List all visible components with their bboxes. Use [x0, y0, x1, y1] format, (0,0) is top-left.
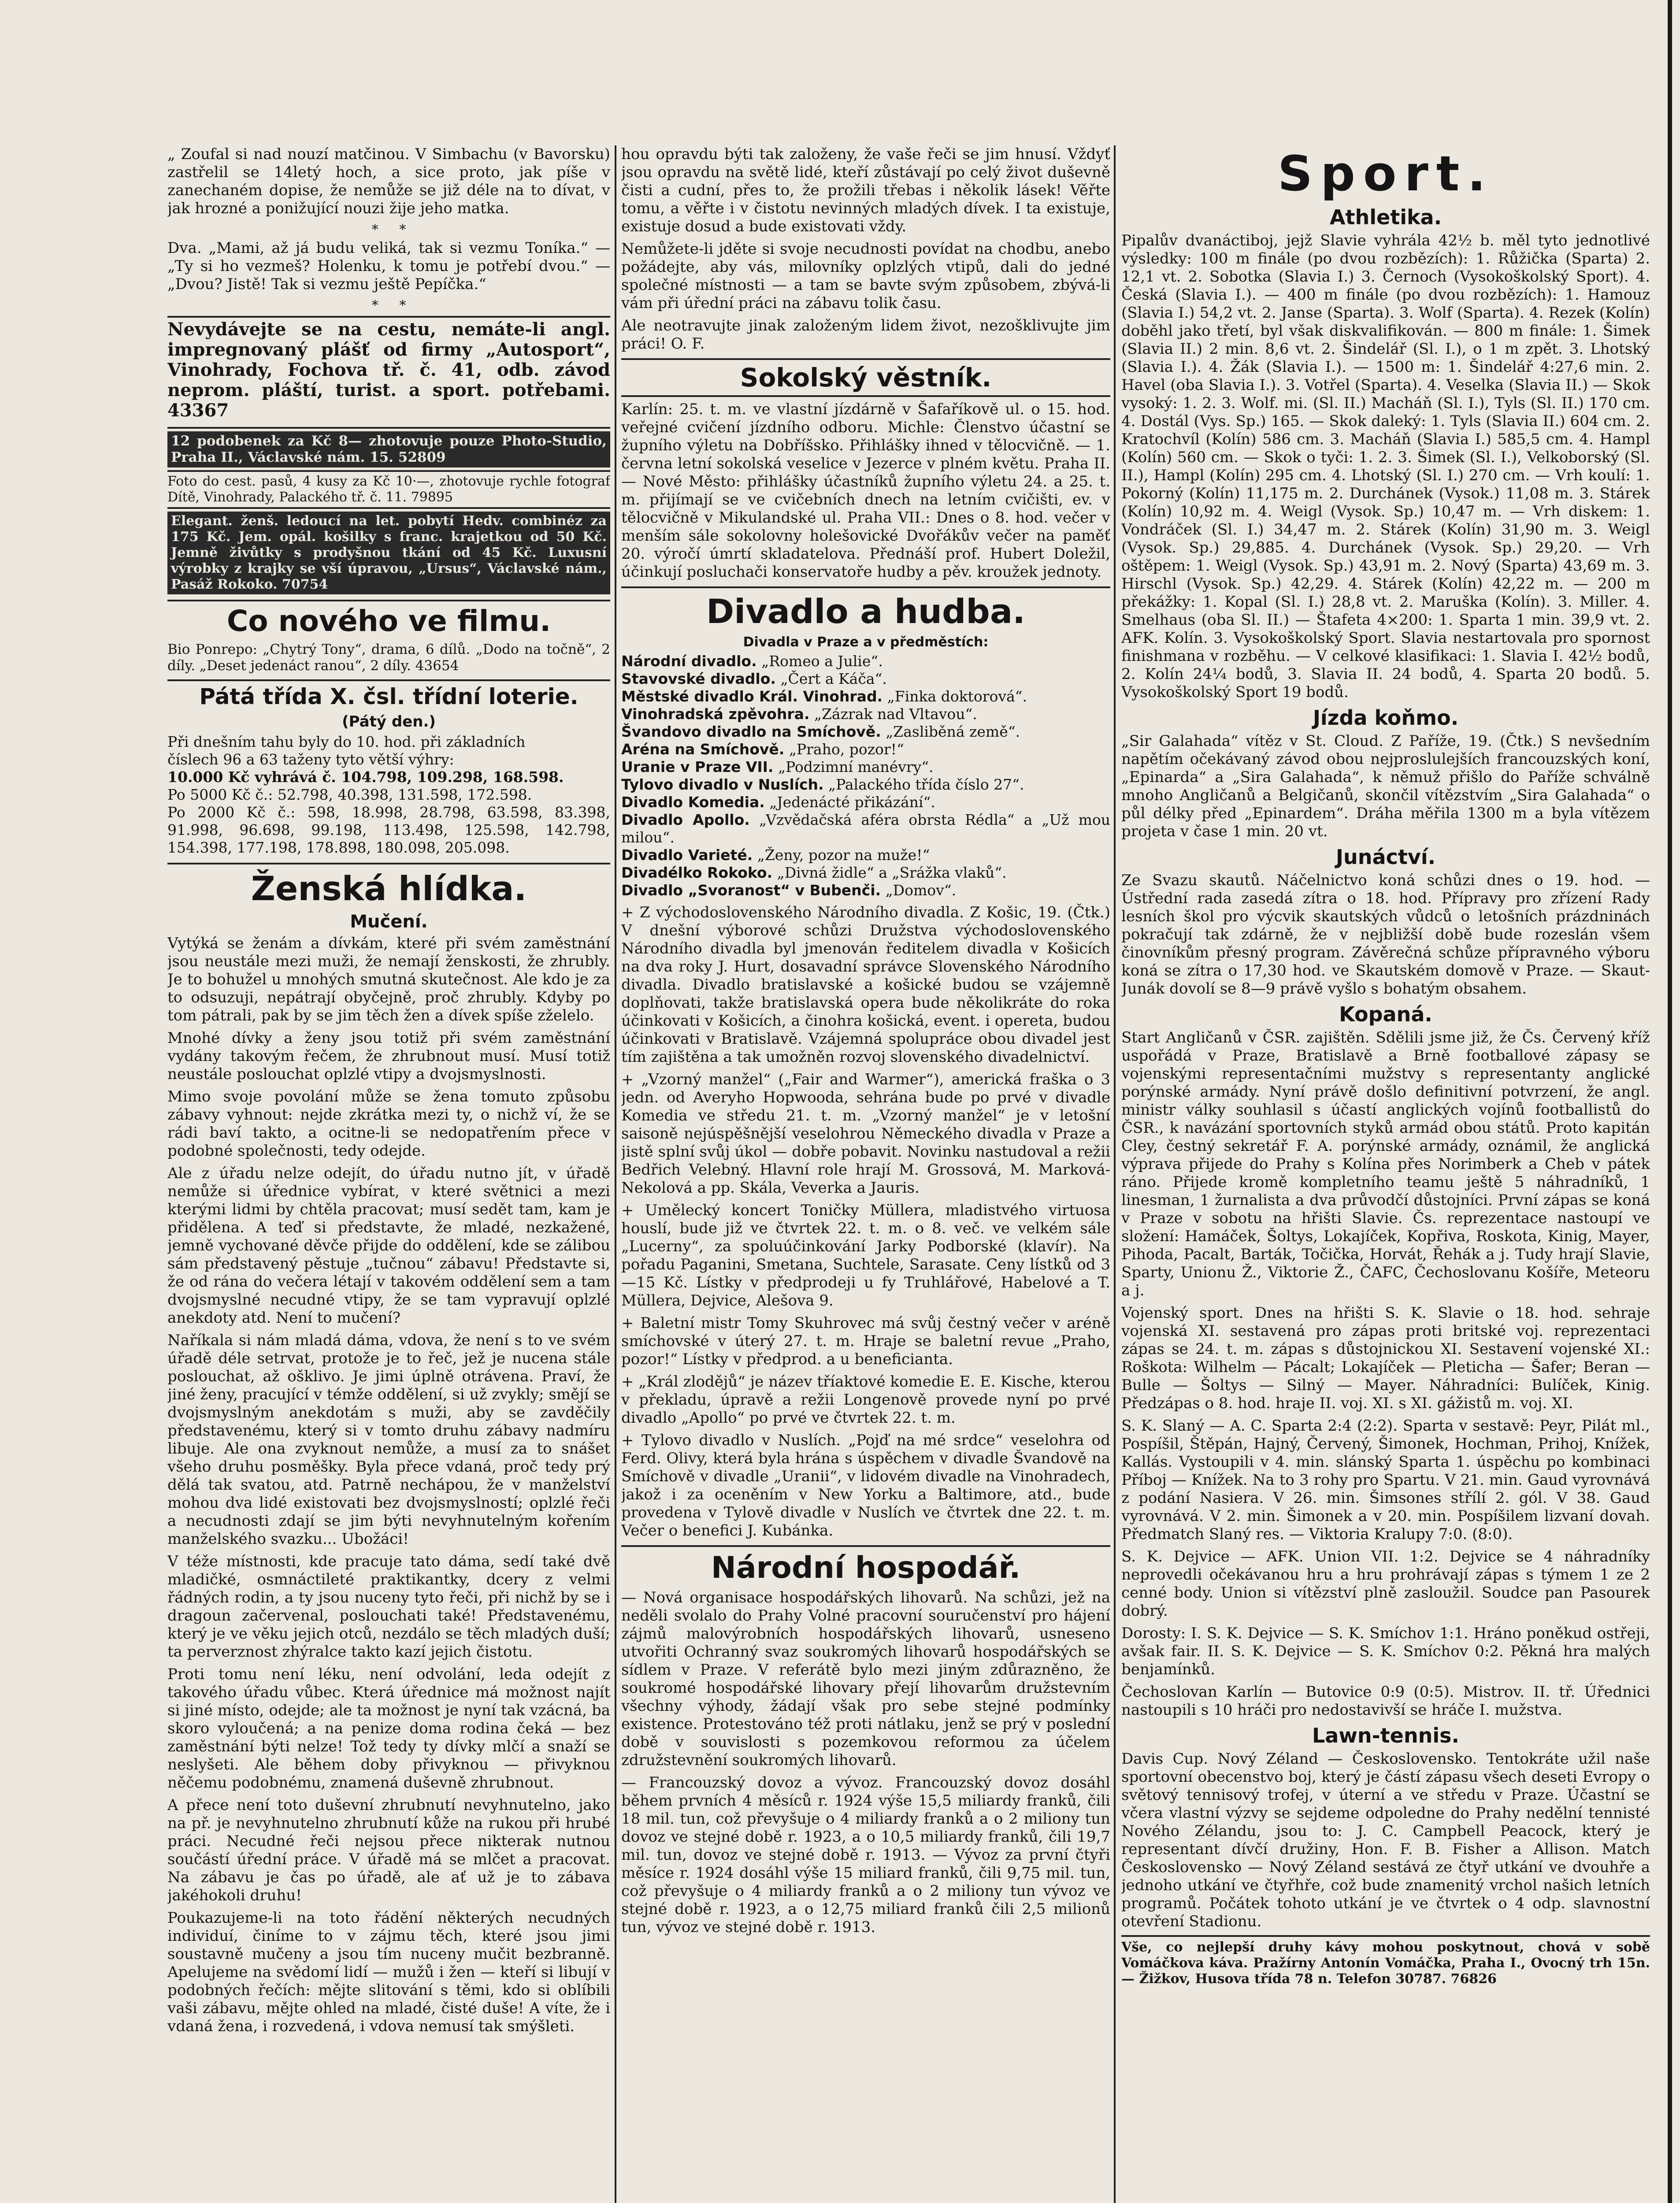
theatre-entry: Divadlo Varieté. „Ženy, pozor na muže!“	[621, 846, 930, 864]
article-paragraph: Vojenský sport. Dnes na hřišti S. K. Slavie o 18. hod. sehraje vojenská XI. sestavená pro zápas proti britské voj. reprezentaci zápas se 24. t. m. zápas s důstojnickou XI. Sestavení vojenské XI.: Roškota: Wilhelm — Pácalt; Lokajíček — Pleticha — Šafer; Beran — Bulle — Šoltys — Silný — Mayer. Náhradníci: Bulíček, Kinig. Předzápas o 8. hod. hraje II. voj. XI. s XI. gážistů m. voj. XI.	[1121, 1304, 1650, 1412]
column-rule	[1114, 145, 1116, 2203]
theatre-entry: Divadlo „Svoranost“ v Bubenči. „Domov“.	[621, 882, 957, 899]
scout-heading: Junáctví.	[1335, 845, 1436, 869]
lottery-line: Při dnešním tahu byly do 10. hod. při základních	[167, 733, 526, 750]
film-listing: Bio Ponrepo: „Chytrý Tony“, drama, 6 dílů. „Dodo na točně“, 2 díly. „Deset jedenáct ranou“, 2 díly. 43654	[167, 642, 610, 674]
theatre-heading: Divadlo a hudba.	[621, 586, 1110, 631]
article-paragraph: — Nová organisace hospodářských lihovarů. Na schůzi, jež na neděli svolalo do Prahy Volné pracovní souručenství pro hájení zájmů malovýrobních hospodářských lihovarů, usneseno utvořiti Ochranný svaz soukromých lihovarů hospodářských se sídlem v Praze. V referátě bylo mezi jiným zdůrazněno, že soukromé hospodářské lihovary přejí lihovarům družstevním všechny výhody, žádají však pro sebe stejné podmínky existence. Protestováno též proti nátlaku, jenž se prý v poslední době v souvislosti s pozemkovou reformou za účelem združstevnění soukromých lihovarů.	[621, 1589, 1110, 1769]
article-paragraph: + Tylovo divadlo v Nuslích. „Pojď na mé srdce“ veselohra od Ferd. Olivy, která byla hrána s úspěchem v divadle Švandově na Smíchově v divadle „Uranii“, v lidovém divadle na Vinohradech, jakož i za oceněním v New Yorku a Baltimore, atd., bude provedena v Tylově divadle v Nuslích ve čtvrtek dne 22. t. m. Večer o benefici J. Kubánka.	[621, 1432, 1110, 1539]
article-paragraph: + „Vzorný manžel“ („Fair and Warmer“), americká fraška o 3 jedn. od Averyho Hopwooda, sehrána bude po prvé v divadle Komedia ve středu 21. t. m. „Vzorný manžel“ je v letošní saisoně nejúspěšnější veselohrou Německého divadla v Praze a jistě splní svůj úkol — dobře pobavit. Novinku nastudoval a režii Bedřich Velebný. Hlavní role hrají M. Grossová, M. Marková-Nekolová a pp. Skála, Veverka a Jauris.	[621, 1071, 1110, 1197]
article-paragraph: Nemůžete-li jděte si svoje necudnosti povídat na chodbu, anebo požádejte, aby vás, milovníky oplzlých vtipů, dali do jedné společné místnosti — a tam se bavte svým způsobem, zbývá-li vám při úřední práci na zábavu tolik času.	[621, 240, 1110, 312]
lottery-line: Po 5000 Kč č.: 52.798, 40.398, 131.598, 172.598.	[167, 786, 532, 803]
lottery-heading: Pátá třída X. čsl. třídní loterie.	[167, 679, 610, 709]
joke-item: Dva. „Mami, až já budu veliká, tak si vezmu Toníka.“ — „Ty si ho vezmeš? Holenku, k tomu je potřebí dvou.“ — „Dvou? Jistě! Tak si vezmu ještě Pepíčka.“	[167, 239, 610, 293]
article-paragraph: — Francouzský dovoz a vývoz. Francouzský dovoz dosáhl během prvních 4 měsíců r. 1924 výše 15,5 miliardy franků, čili 18 mil. tun, což převyšuje o 4 miliardy franků a o 2 miliony tun dovoz ve stejné době r. 1923, a o 10,5 miliardy franků, čili 19,7 mil. tun, dovoz ve stejné době r. 1913. — Vývoz za první čtyři měsíce r. 1924 dosáhl výše 15 miliard franků, čili 9,75 mil. tun, což převyšuje o 4 miliardy franků a o 2 miliony tun vývoz ve stejné době r. 1923, a o 12,75 miliard franků čili 2,5 milionů tun, vývoz ve stejné době r. 1913.	[621, 1774, 1110, 1936]
scout-news: Ze Svazu skautů. Náčelnictvo koná schůzi dnes o 19. hod. — Ústřední rada zasedá zítra o 18. hod. Přípravy pro zřízení Rady lesních škol pro výcvik skautských vůdců o letošních prázdninách pokračují tak zdárně, že v nejbližší době bude rozeslán všem činovníkům přesný program. Závěrečná schůze přípravného výboru koná se zítra o 17,30 hod. ve Skautském domově v Praze. — Skaut-Junák dovolí se 8—9 právě vyšlo s bohatým obsahem.	[1121, 872, 1650, 998]
column-right	[1121, 145, 1650, 2203]
ad-autosport: Nevydávejte se na cestu, nemáte-li angl. impregnovaný plášť od firmy „Autosport“, Vinohrady, Fochova tř. č. 41, odb. závod neprom. pláští, turist. a sport. potřebami. 43367	[167, 316, 610, 429]
news-item: „ Zoufal si nad nouzí matčinou. V Simbachu (v Bavorsku) zastřelil se 14letý hoch, a sice proto, jak píše v zanechaném dopise, že nemůže se již déle na to dívat, v jak hrozné a ponižující nouzi žije jeho matka.	[167, 145, 610, 217]
article-paragraph: V téže místnosti, kde pracuje tato dáma, sedí také dvě mladičké, osmnáctileté praktikantky, dcery z velmi řádných rodin, a ty jsou nuceny tyto řeči, při nichž by se i dragoun začervenal, poslouchati také! Představenému, který je ve věku jejich otců, nezdálo se těch mladých duší; ta perverznost zhýralce takto kazí jejich čistotu.	[167, 1553, 610, 1661]
athletics-results: Pipalův dvanáctiboj, jejž Slavie vyhrála 42½ b. měl tyto jednotlivé výsledky: 100 m finále (po dvou rozbězích): 1. Růžička (Sparta) 2. 12,1 vt. 2. Sobotka (Slavia I.) 3. Černoch (Vysokoškolský Sport). 4. Česká (Slavia I.). — 400 m finále (po dvou rozbězích): 1. Hamouz (Slavia I.) 54,2 vt. 2. Janse (Sparta). 3. Wolf (Sparta). 4. Rezek (Kolín) doběhl jako třetí, byl však diskvalifikován. — 800 m finále: 1. Šimek (Slavia II.) 2 min. 8,6 vt. 2. Šindelář (Sl. I.), o 1 m zpět. 3. Lhotský (Slavia I.). 4. Žák (Slavia I.). — 1500 m: 1. Šindelář 4:27,6 min. 2. Havel (oba Slavia I.). 3. Votřel (Sparta). 4. Veselka (Slavia II.) — Skok vysoký: 1. 2. 3. Wolf. mi. (Sl. II.) Macháň (Sl. I.), Tyls (Sl. II.) 170 cm. 4. Dostál (Vys. Sp.) 165. — Skok daleký: 1. Tyls (Slavia II.) 604 cm. 2. Kratochvíl (Kolín) 586 cm. 3. Macháň (Slavia I.) 585,5 cm. 4. Hampl (Kolín) 560 cm. — Skok o tyči: 1. 2. 3. Šimek (Sl. I.), Velkoborský (Sl. II.), Hampl (Kolín) 295 cm. 4. Lhotský (Sl. I.) 270 cm. — Vrh koulí: 1. Pokorný (Kolín) 11,175 m. 2. Durchánek (Vysok.) 11,08 m. 3. Stárek (Kolín) 10,92 m. 4. Weigl (Vysok. Sp.) 10,47 m. — Vrh diskem: 1. Vondráček (Sl. I.) 34,47 m. 2. Stárek (Kolín) 31,90 m. 3. Weigl (Vysok. Sp.) 29,885. 4. Durchánek (Vysok. Sp.) 29,20. — Vrh oštěpem: 1. Weigl (Vysok. Sp.) 43,91 m. 2. Nový (Sparta) 43,69 m. 3. Hirschl (Vysok. Sp.) 42,29. 4. Stárek (Kolín) 42,22 m. — 200 m překážky: 1. Kopal (Sl. I.) 28,8 vt. 2. Maruška (Kolín). 3. Miller. 4. Smelhaus (oba Sl. II.) — Štafeta 4×200: 1. Sparta 1 min. 39,9 vt. 2. AFK. Kolín. 3. Vysokoškolský Sport. Slavia nestartovala pro spornost finishmana v rozběhu. — V celkové klasifikaci: 1. Slavia I. 42½ bodů, 2. Kolín 24¼ bodů, 3. Slavia II. 24 bodů, 4. Sparta 20 bodů. 5. Vysokoškolský Sport 19 bodů.	[1121, 232, 1650, 701]
article-paragraph: + „Král zlodějů“ je název tříaktové komedie E. E. Kische, kterou v překladu, úpravě a režii Longenově provede nyní po prvé divadlo „Apollo“ po prvé ve čtvrtek 22. t. m.	[621, 1373, 1110, 1427]
article-paragraph: Ale z úřadu nelze odejít, do úřadu nutno jít, v úřadě nemůže si úřednice vybírat, v které světnici a mezi kterými lidmi by chtěla pracovat; musí sedět tam, kam je přidělena. A teď si představte, že mladé, nezkažené, jemně vychované děvče přijde do oddělení, kde se zálibou sám představený pěstuje „tučnou“ zábavu! Představte si, že od rána do večera létají v takovém oddělení sem a tam dvojsmyslné necudné vtipy, že se tam vypravují oplzlé anekdoty atd. Není to mučení?	[167, 1165, 610, 1327]
article-paragraph: S. K. Dejvice — AFK. Union VII. 1:2. Dejvice se 4 náhradníky neprovedli očekávanou hru a hru prohrávají zápas s týmem 1 ze 2 cenné body. Union si vítězství plně zasloužil. Soudce pan Pasourek dobrý.	[1121, 1548, 1650, 1620]
theatre-entry: Aréna na Smíchově. „Praho, pozor!“	[621, 741, 904, 758]
football-heading: Kopaná.	[1339, 1002, 1432, 1026]
page-edge-bar	[1668, 0, 1672, 2203]
lottery-line: Po 2000 Kč č.: 598, 18.998, 28.798, 63.598, 83.398, 91.998, 96.698, 99.198, 113.498, 125.598, 142.798, 154.398, 177.198, 178.898, 180.098, 205.098.	[167, 804, 610, 856]
article-paragraph: Vytýká se ženám a dívkám, které při svém zaměstnání jsou neustále mezi muži, že nemají ženskosti, že zhrubly. Je to bohužel u mnohých smutná skutečnost. Ale kdo je za to odsuzuji, nepátrají obyčejně, proč zhrubly. Kdyby po tom pátrali, pak by se jim těch žen a dívek spíše zželelo.	[167, 935, 610, 1024]
article-paragraph: Ale neotravujte jinak založeným lidem život, nezošklivujte jim práci! O. F.	[621, 317, 1110, 352]
column-rule	[615, 145, 616, 2203]
athletics-heading: Athletika.	[1329, 205, 1442, 229]
theatre-entry: Tylovo divadlo v Nuslích. „Palackého třída číslo 27“.	[621, 776, 1024, 793]
horse-news: „Sir Galahada“ vítěz v St. Cloud. Z Paříže, 19. (Čtk.) S nevšedním napětím očekávaný závod obou nejproslulejších francouzských koní, „Epinarda“ a „Sira Galahada“, k němuž přišlo do Paříže schválně mnoho Angličanů a Belgičanů, skončil vítězstvím „Sira Galahada“ o půl délky před „Epinardem“. Dráha měřila 1300 m a byla vítězem projeta v čase 1 min. 20 vt.	[1121, 732, 1650, 840]
article-paragraph: Mimo svoje povolání může se žena tomuto způsobu zábavy vyhnout: nejde zkrátka mezi ty, o nichž ví, že se rádi baví takto, a ocitne-li se nedopatřením přece v podobné společnosti, tedy odejde.	[167, 1088, 610, 1160]
sokol-news: Karlín: 25. t. m. ve vlastní jízdárně v Šafaříkově ul. o 15. hod. veřejné cvičení jízdního odboru. Michle: Členstvo účastní se župního výletu na Dobříšsko. Přihlášky ihned v tělocvičně. — 1. června letní sokolská veselice v Jezerce v plném květu. Praha II. — Nové Město: přihlášky účastníků župního výletu 24. a 25. t. m. přijímají se ve cvičebních dnech na letním cvičišti, ev. v tělocvičně v Mikulandské ul. Praha VII.: Dnes o 8. hod. večer v menším sále sokolovny holešovické Dvořákův večer na paměť 20. výročí úmrtí skladatelova. Přednáší prof. Hubert Doležil, účinkují posluchači konservatoře hudby a pěv. kroužek jednoty.	[621, 401, 1110, 581]
article-paragraph: Mnohé dívky a ženy jsou totiž při svém zaměstnání vydány takovým řečem, že zhrubnout musí. Musí totiž neustále poslouchat oplzlé vtipy a dvojsmyslnosti.	[167, 1029, 610, 1083]
article-paragraph: + Baletní mistr Tomy Skuhrovec má svůj čestný večer v aréně smíchovské v úterý 27. t. m. Hraje se baletní revue „Praho, pozor!“ Lístky v předprod. a u beneficianta.	[621, 1314, 1110, 1368]
ad-photo-studio: 12 podobenek za Kč 8— zhotovuje pouze Photo-Studio, Praha II., Václavské nám. 15. 52809	[167, 431, 610, 467]
theatre-entry: Městské divadlo Král. Vinohrad. „Finka doktorová“.	[621, 688, 1027, 705]
film-heading: Co nového ve filmu.	[167, 600, 610, 638]
article-paragraph: Naříkala si nám mladá dáma, vdova, že není s to ve svém úřadě déle setrvat, protože je to řeč, jež je nucena stále poslouchat, až ošklivo. Je jimi úplně otrávena. Praví, že jiné ženy, pracující v témže oddělení, si už zvykly; smějí se dvojsmyslným anekdotám s muži, aby se zavděčily představenému, který si v tomto druhu zábavy nadmíru libuje. Ale ona zvyknout nemůže, a musí za to snášet všeho druhu posměšky. Byla přece vdaná, proč tedy prý dělá tak svatou, atd. Patrně nechápou, že v manželství mohou dva lidé existovati bez dvojsmyslností; oplzlé řeči a necudnosti zdají se jim býti nevyhnutelným kořením manželského svazku... Ubožáci!	[167, 1331, 610, 1548]
lottery-subheading: (Pátý den.)	[342, 713, 436, 731]
column-middle	[621, 145, 1110, 2203]
separator-dots: * *	[371, 298, 406, 313]
article-paragraph: Start Angličanů v ČSR. zajištěn. Sdělili jsme již, že Čs. Červený kříž uspořádá v Praze, Bratislavě a Brně footballové zápasy se vojenskými representačními mužstvy s representanty anglické porýnské armády. Nyní právě došlo definitivní potvrzení, že angl. ministr války souhlasil s účastí anglických vojínů footballistů do ČSR., k navázání sportovních styků armád obou států. Proto kapitán Cley, čestný sekretář F. A. porýnské armády, oznámil, že anglická výprava přijede do Prahy s Kolína přes Norimberk a Cheb v pátek ráno. Přijede kromě kompletního teamu ještě 5 náhradníků, 1 linesman, 1 žurnalista a dva průvodčí důstojníci. První zápas se koná v Praze v sobotu na hřišti Slavie. Čs. reprezentace nastoupí ve složení: Hamáček, Šoltys, Lokajíček, Kopřiva, Roskota, Kinig, Mayer, Pihoda, Pacalt, Barták, Točička, Horvát, Řehák a j. Tudy hrají Slavie, Sparty, Unionu Ž., Viktorie Ž., ČAFC, Čechoslovanu Košíře, Meteoru a j.	[1121, 1029, 1650, 1299]
lottery-line: 10.000 Kč vyhrává č. 104.798, 109.298, 168.598.	[167, 768, 564, 786]
article-paragraph: hou opravdu býti tak založeny, že vaše řeči se jim hnusí. Vždyť jsou opravdu na světě lidé, kteří zůstávají po celý život duševně čisti a cudní, přes to, že prožili třebas i několik lásek! Věřte tomu, a věřte i v čistotu nevinných mladých dívek. I ta existuje, existuje dosud a bude existovati vždy.	[621, 145, 1110, 235]
theatre-entry: Divadlo Komedia. „Jedenácté přikázání“.	[621, 794, 935, 811]
ad-lingerie: Elegant. ženš. ledoucí na let. pobytí Hedv. combinéz za 175 Kč. Jem. opál. košilky s franc. krajetkou od 50 Kč. Jemně živůtky s prodyšnou tkání od 45 Kč. Luxusní výrobky z krajky se vší úpravou, „Ursus“, Václavské nám., Pasáž Rokoko. 70754	[167, 512, 610, 594]
economy-heading: Národní hospodář.	[621, 1545, 1110, 1585]
theatre-entry: Divadélko Rokoko. „Divná židle“ a „Srážka vlaků“.	[621, 864, 1007, 881]
sokol-heading: Sokolský věstník.	[621, 358, 1110, 397]
lottery-line: číslech 96 a 63 taženy tyto větší výhry:	[167, 751, 454, 768]
sport-heading: Sport.	[1277, 145, 1494, 202]
theatre-entry: Divadlo Apollo. „Vzvědačská aféra obrsta Rédla“ a „Už mou milou“.	[621, 811, 1110, 846]
article-paragraph: Poukazujeme-li na toto řádění některých necudných individuí, činíme to v zájmu těch, které jsou jimi soustavně mučeny a jsou tím nuceny mučit bezbranně. Apelujeme na svědomí lidí — mužů i žen — kteří si libují v podobných řečích: mějte slitování s těmi, kdo si oblíbili vaši zábavu, mějte ohled na mladé, čisté duše! A víte, že i vdaná žena, i rozvedená, i vdova nemusí tak smýšleti.	[167, 1909, 610, 2035]
separator-dots: * *	[371, 222, 406, 237]
article-paragraph: Dorosty: I. S. K. Dejvice — S. K. Smíchov 1:1. Hráno poněkud ostřeji, avšak fair. II. S. K. Dejvice — S. K. Smíchov 0:2. Pěkná hra malých benjamínků.	[1121, 1624, 1650, 1678]
tennis-news: Davis Cup. Nový Zéland — Československo. Tentokráte užil naše sportovní obecenstvo boj, který je částí zápasu všech deseti Evropy o světový tennisový trofej, v úterní a ve středu v Praze. Účastní se včera vlastní výzvy se sejdeme odpoledne do Prahy nedělní tennisté Nového Zélandu, jsou to: J. C. Campbell Peacock, který je representant dívčí družiny, Hon. F. B. Fisher a Allison. Match Československo — Nový Zéland sestává ze čtyř utkání ve dvouhře a jednoho utkání ve čtyřhře, což bude znamenitý vrchol našich letních programů. Počátek tohoto utkání je ve čtvrtek o 4 odp. slavnostní otevření Stadionu.	[1121, 1750, 1650, 1930]
theatre-subheading: Divadla v Praze a v předměstích:	[743, 634, 989, 650]
article-paragraph: + Z východoslovenského Národního divadla. Z Košic, 19. (Čtk.) V dnešní výborové schůzi Družstva východoslovenského Národního divadla byl jmenován ředitelem divadla v Košicích na dva roky J. Hurt, dosavadní správce Slovenského Národního divadla. Divadlo bratislavské a košické budou se vzájemně doplňovati, takže bratislavská opera bude několikráte do roka účinkovati v Košicích, a činohra košická, event. i opereta, budou účinkovati v Bratislavě. Vzájemná spolupráce obou divadel jest tím zajištěna a tak umožněn rozvoj slovenského divadelnictví.	[621, 904, 1110, 1066]
ad-vomacka-coffee: Vše, co nejlepší druhy kávy mohou poskytnout, chová v sobě Vomáčkova káva. Pražírny Antonín Vomáčka, Praha I., Ovocný trh 15n. — Žižkov, Husova třída 78 n. Telefon 30787. 76826	[1121, 1935, 1650, 1987]
ad-passport-photo: Foto do cest. pasů, 4 kusy za Kč 10·—, zhotovuje rychle fotograf Dítě, Vinohrady, Palackého tř. č. 11. 79895	[167, 470, 610, 509]
theatre-entry: Vinohradská zpěvohra. „Zázrak nad Vltavou“.	[621, 705, 977, 723]
article-paragraph: Čechoslovan Karlín — Butovice 0:9 (0:5). Mistrov. II. tř. Úřednici nastoupili s 10 hráči pro nedostavivší se hráče I. mužstva.	[1121, 1683, 1650, 1719]
horse-heading: Jízda koňmo.	[1313, 706, 1459, 730]
article-paragraph: A přece není toto duševní zhrubnutí nevyhnutelno, jako na př. je nevyhnutelno zhrubnutí kůže na rukou při hrubé práci. Necudné řeči nejsou přece nikterak nutnou součástí úřední práce. V úřadě má se mlčet a pracovat. Na zábavu je čas po úřadě, ale ať už je to zábava jakéhokoli druhu!	[167, 1796, 610, 1904]
article-paragraph: S. K. Slaný — A. C. Sparta 2:4 (2:2). Sparta v sestavě: Peyr, Pilát ml., Pospíšil, Štěpán, Hajný, Červený, Šimonek, Hochman, Prihoj, Knížek, Kallás. Vystoupili v 4. min. slánský Sparta 1. úspěchu po kombinaci Příboj — Knížek. Na to 3 rohy pro Spartu. V 21. min. Gaud vyrovnává z podání Nasiera. V 26. min. Šimsones střílí 2. gól. V 38. Gaud vyrovnává. V 2. min. Šimonek a v 20. min. Pospíšilem lizvaní dovah. Předmatch Slaný res. — Viktoria Kralupy 7:0. (8:0).	[1121, 1417, 1650, 1543]
women-heading: Ženská hlídka.	[167, 863, 610, 908]
tennis-heading: Lawn-tennis.	[1312, 1724, 1459, 1747]
theatre-entry: Uranie v Praze VII. „Podzimní manévry“.	[621, 758, 934, 775]
theatre-listing	[621, 653, 1110, 899]
theatre-entry: Stavovské divadlo. „Čert a Káča“.	[621, 670, 887, 687]
theatre-entry: Národní divadlo. „Romeo a Julie“.	[621, 653, 883, 670]
article-paragraph: + Umělecký koncert Toničky Müllera, mladistvého virtuosa houslí, bude již ve čtvrtek 22. t. m. o 8. več. ve velkém sále „Lucerny“, za spoluúčinkování Jarky Podborské (klavír). Na pořadu Paganini, Smetana, Suchtele, Sarasate. Ceny lístků od 3—15 Kč. Lístky v předprodeji u fy Truhlářové, Habelové a T. Müllera, Dejvice, Alešova 9.	[621, 1202, 1110, 1309]
article-paragraph: Proti tomu není léku, není odvolání, leda odejít z takového úřadu vůbec. Která úřednice má možnost najít si jiné místo, odejde; ale ta možnost je nyní tak vzácná, ba skoro vyloučená; a na penize doma rodina čeká — bez zaměstnání býti nelze! Tož tedy ty dívky mlčí a snaží se neslyšeti. Ale během doby přivyknou — přivyknou něčemu podobnému, znamená duševně zhrubnout.	[167, 1665, 610, 1791]
theatre-entry: Švandovo divadlo na Smíchově. „Zasliběná země“.	[621, 723, 1020, 740]
women-subheading: Mučení.	[350, 912, 428, 932]
column-left	[167, 145, 610, 2203]
